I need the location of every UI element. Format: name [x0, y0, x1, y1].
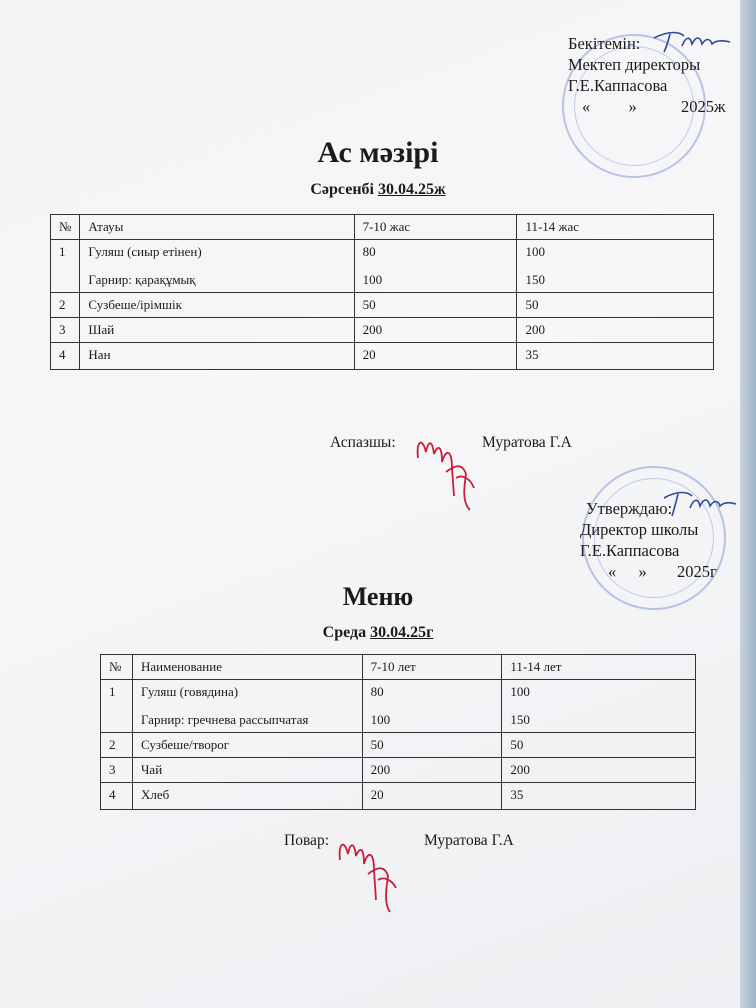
table-row: 3 Шай 200 200: [51, 318, 714, 343]
background-edge: [740, 0, 756, 1008]
header-name: Атауы: [80, 215, 354, 240]
cook-signature-top: [408, 418, 488, 518]
kz-menu-subtitle: Сәрсенбі 30.04.25ж: [310, 181, 446, 198]
ru-approve-label: Утверждаю:: [586, 499, 673, 518]
kz-director-name: Г.Е.Каппасова: [568, 76, 668, 95]
director-signature-top: [650, 28, 740, 54]
ru-menu-subtitle: Среда 30.04.25г: [322, 624, 434, 641]
cook-signature-bottom: [330, 820, 410, 920]
table-row: 4 Нан 20 35: [51, 343, 714, 370]
director-signature-middle: [660, 488, 740, 518]
kz-cook-name: Муратова Г.А: [482, 434, 572, 451]
ru-director-title: Директор школы: [580, 520, 699, 539]
kz-director-title: Мектеп директоры: [568, 55, 701, 74]
header-age-7-10: 7-10 лет: [362, 655, 502, 680]
table-header-row: [51, 215, 714, 240]
header-age-11-14: 11-14 жас: [517, 215, 714, 240]
header-number: №: [51, 215, 80, 240]
table-row: 1 Гуляш (сиыр етінен) Гарнир: қарақұмық 80 100 100 150: [51, 240, 714, 293]
ru-cook-name: Муратова Г.А: [424, 832, 514, 849]
kz-menu-date: 30.04.25ж: [378, 181, 446, 198]
table-header-row: [101, 655, 696, 680]
table-row: 3 Чай 200 200: [101, 758, 696, 783]
table-row: 2 Сузбеше/ірімшік 50 50: [51, 293, 714, 318]
kz-cook-label: Аспазшы:: [330, 434, 396, 451]
ru-director-name: Г.Е.Каппасова: [580, 541, 680, 560]
table-row: 1 Гуляш (говядина) Гарнир: гречнева рассыпчатая 80 100 100 150: [101, 680, 696, 733]
table-row: 4 Хлеб 20 35: [101, 783, 696, 810]
kz-approve-date: « » 2025ж: [582, 97, 726, 116]
table-row: 2 Сузбеше/творог 50 50: [101, 733, 696, 758]
header-name: Наименование: [132, 655, 362, 680]
kz-menu-table: [50, 214, 714, 370]
ru-cook-label: Повар:: [284, 832, 329, 849]
header-number: №: [101, 655, 133, 680]
ru-menu-table: [100, 654, 696, 810]
kz-approve-label: Бекітемін:: [568, 34, 641, 53]
ru-menu-date: 30.04.25г: [370, 624, 434, 641]
kz-menu-title: Ас мәзірі: [317, 136, 439, 169]
ru-menu-title: Меню: [342, 582, 414, 611]
header-age-7-10: 7-10 жас: [354, 215, 517, 240]
ru-approve-date: « » 2025г: [608, 562, 717, 581]
header-age-11-14: 11-14 лет: [502, 655, 696, 680]
